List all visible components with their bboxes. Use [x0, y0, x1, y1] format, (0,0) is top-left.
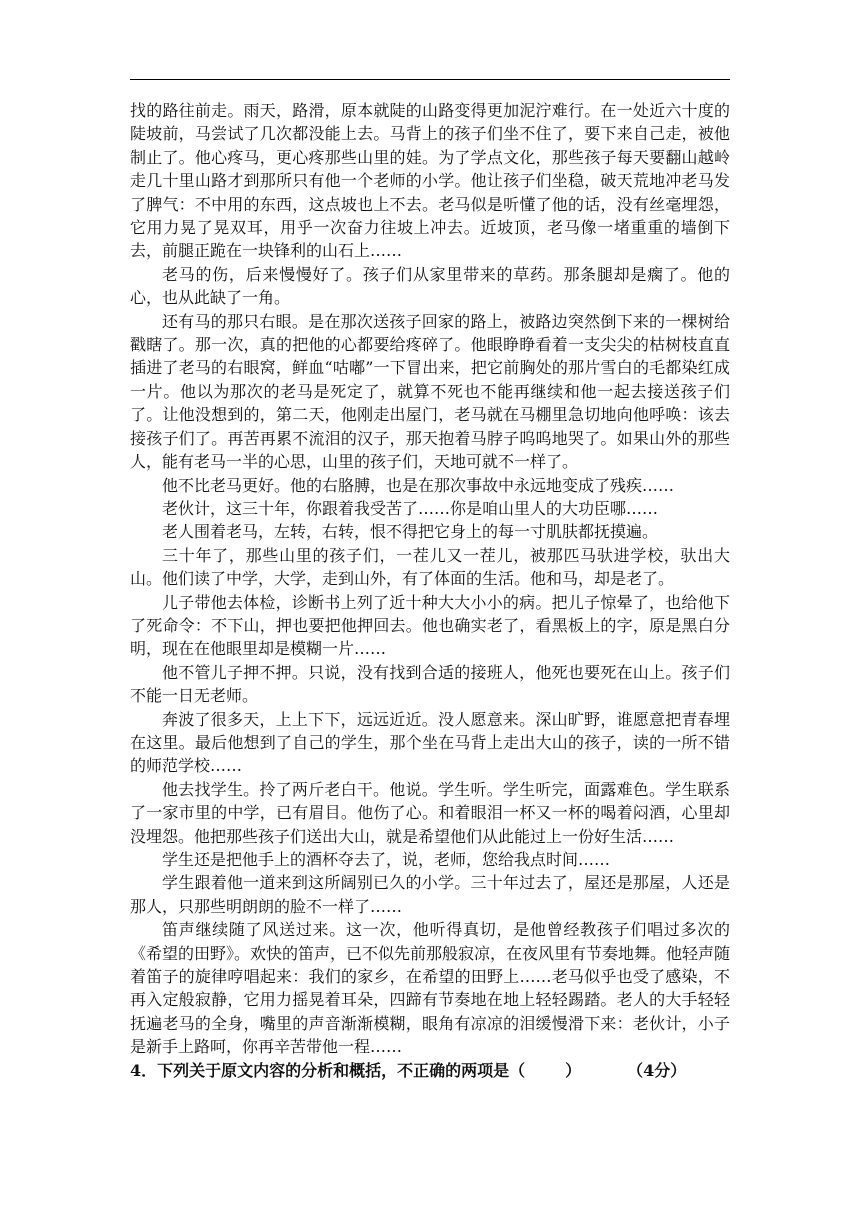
- header-rule: [130, 79, 730, 80]
- question-close-paren: ）: [565, 1060, 582, 1080]
- paragraph: 三十年了，那些山里的孩子们，一茬儿又一茬儿，被那匹马驮进学校，驮出大山。他们读了中学，大学，走到山外，有了体面的生活。他和马，却是老了。: [130, 545, 730, 589]
- paragraph: 奔波了很多天，上上下下，远远近近。没人愿意来。深山旷野，谁愿意把青春埋在这里。最后他想到了自己的学生，那个坐在马背上走出大山的孩子，读的一所不错的师范学校……: [130, 709, 730, 776]
- paragraph: 笛声继续随了风送过来。这一次，他听得真切，是他曾经教孩子们唱过多次的《希望的田野》。欢快的笛声，已不似先前那般寂凉，在夜风里有节奏地舞。他轻声随着笛子的旋律哼唱起来：我们的家乡，在希望的田野上……老马似乎也受了感染，不再入定般寂静，它用力摇晃着耳朵，四蹄有节奏地在地上轻轻踢踏。老人的大手轻轻抚遍老马的全身，嘴里的声音渐渐模糊，眼角有凉凉的泪缓慢滑下来：老伙计，小子是新手上路呵，你再辛苦带他一程……: [130, 920, 731, 1057]
- paragraph: 还有马的那只右眼。是在那次送孩子回家的路上，被路边突然倒下来的一棵树给戳瞎了。那一次，真的把他的心都要给疼碎了。他眼睁睁看着一支尖尖的枯树枝直直插进了老马的右眼窝，鲜血“咕嘟”一下冒出来，把它前胸处的那片雪白的毛都染红成一片。他以为那次的老马是死定了，就算不死也不能再继续和他一起去接送孩子们了。让他没想到的，第二天，他刚走出屋门，老马就在马棚里急切地向他呼唤：该去接孩子们了。再苦再累不流泪的汉子，那天抱着马脖子呜呜地哭了。如果山外的那些人，能有老马一半的心思，山里的孩子们，天地可就不一样了。: [130, 311, 730, 472]
- paragraph: 他不管儿子押不押。只说，没有找到合适的接班人，他死也要死在山上。孩子们不能一日无老师。: [130, 662, 730, 706]
- paragraph: 他不比老马更好。他的右胳膊，也是在那次事故中永远地变成了残疾……: [162, 475, 675, 495]
- paragraph: 他去找学生。拎了两斤老白干。他说。学生听。学生听完，面露难色。学生联系了一家市里的中学，已有眉目。他伤了心。和着眼泪一杯又一杯的喝着闷酒，心里却没埋怨。他把那些孩子们送出大山，就是希望他们从此能过上一份好生活……: [130, 779, 730, 846]
- question-4: [130, 1059, 730, 1082]
- paragraph: 老马的伤，后来慢慢好了。孩子们从家里带来的草药。那条腿却是瘸了。他的心，也从此缺了一角。: [130, 264, 730, 308]
- paragraph: 老人围着老马，左转，右转，恨不得把它身上的每一寸肌肤都抚摸遍。: [162, 522, 659, 542]
- paragraph: 学生跟着他一道来到这所阔别已久的小学。三十年过去了，屋还是那屋，人还是那人，只那些明朗朗的脸不一样了……: [130, 873, 730, 916]
- paragraph: 学生还是把他手上的酒杯夺去了，说，老师，您给我点时间……: [162, 850, 611, 869]
- paragraph: 儿子带他去体检，诊断书上列了近十种大大小小的病。把儿子惊晕了，也给他下了死命令：不下山，押也要把他押回去。他也确实老了，看黑板上的字，原是黑白分明，现在在他眼里却是模糊一片……: [130, 592, 730, 659]
- paragraph: 老伙计，这三十年，你跟着我受苦了……你是咱山里人的大功臣哪……: [162, 498, 659, 518]
- article-body: [130, 99, 730, 1082]
- question-stem: 4．下列关于原文内容的分析和概括，不正确的两项是（: [130, 1060, 526, 1080]
- paragraph: 找的路往前走。雨天，路滑，原本就陡的山路变得更加泥泞难行。在一处近六十度的陡坡前，马尝试了几次都没能上去。马背上的孩子们坐不住了，要下来自己走，被他制止了。他心疼马，更心疼那些山里的娃。为了学点文化，那些孩子每天要翻山越岭走几十里山路才到那所只有他一个老师的小学。他让孩子们坐稳，破天荒地冲老马发了脾气：不中用的东西，这点坡也上不去。老马似是听懂了他的话，没有丝毫埋怨，它用力晃了晃双耳，用乎一次奋力往坡上冲去。近坡顶，老马像一堵重重的墙倒下去，前腿正跪在一块锋利的山石上……: [130, 101, 730, 261]
- question-score: （4分）: [627, 1060, 687, 1080]
